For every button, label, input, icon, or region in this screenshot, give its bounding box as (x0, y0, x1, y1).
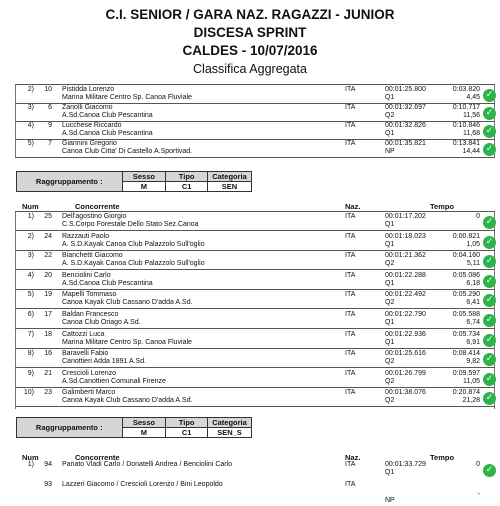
row-club: Canoa Club Oriago A.Sd. (62, 319, 141, 326)
row-divider (15, 367, 495, 368)
row-bib: 20 (44, 271, 52, 279)
row-points: 6,18 (466, 279, 480, 287)
check-circle-icon: ✓ (483, 143, 496, 156)
row-divider (15, 348, 495, 349)
row-note: Q2 (385, 358, 395, 366)
row-name: Razzauti Paolo (62, 232, 110, 240)
page-subtitle: Classifica Aggregata (193, 62, 307, 76)
row-naz: ITA (345, 232, 356, 240)
row-club: A.Sd.Canoa Club Pescantina (62, 112, 153, 119)
row-club: Marina Militare Centro Sp. Canoa Fluviale (62, 94, 192, 101)
group1-header-table (16, 171, 252, 192)
row-gap: 0 (476, 461, 480, 468)
row-divider (15, 269, 495, 270)
check-circle-icon: ✓ (483, 89, 496, 102)
row-note: Q2 (385, 377, 395, 385)
row-club: Marina Militare Centro Sp. Canoa Fluviale (62, 338, 192, 346)
check-circle-icon: ✓ (483, 125, 496, 138)
row-bib: 16 (44, 350, 52, 358)
sesso-label: Sesso (122, 172, 166, 182)
check-circle-icon: ✓ (483, 334, 496, 347)
row-naz: ITA (345, 291, 356, 299)
row-note: Q1 (385, 240, 395, 248)
row-position: 1) (27, 213, 34, 220)
row-points: 9,82 (466, 358, 480, 366)
group1-sesso: M (122, 182, 166, 192)
row-time: 00:01:33.729 (385, 461, 426, 468)
row-points: 1,05 (466, 240, 480, 248)
row-bib: 10 (44, 86, 52, 93)
row-bib: 22 (44, 252, 52, 260)
row-naz: ITA (345, 122, 356, 129)
row-naz: ITA (345, 350, 356, 358)
row-naz: ITA (345, 389, 356, 397)
row-club: A.Sd.Canottieri Comunali Firenze (62, 377, 166, 385)
row-position: 8) (27, 350, 34, 358)
row-name: Dell'agostino Giorgio (62, 213, 127, 220)
row-gap: 0:20.874 (452, 389, 480, 397)
row-position: 9) (27, 369, 34, 377)
row-name: Pistidda Lorenzo (62, 86, 115, 93)
row-name: Lucchese Riccardo (62, 122, 122, 129)
group1-left-border (15, 211, 16, 409)
row-gap: 0:03.820 (452, 86, 480, 93)
row-gap: 0 (476, 213, 480, 220)
row-gap: 0:05.290 (452, 291, 480, 299)
row-position: 3) (27, 104, 34, 111)
row-name: Crescioli Lorenzo (62, 369, 117, 377)
check-circle-icon: ✓ (483, 464, 496, 477)
check-circle-icon: ✓ (483, 314, 496, 327)
row-note: NP (385, 497, 395, 504)
row-divider (15, 308, 495, 309)
check-circle-icon: ✓ (483, 353, 496, 366)
row-time: 00:01:18.023 (385, 232, 426, 240)
row-naz: ITA (345, 481, 356, 488)
check-circle-icon: ✓ (483, 275, 496, 288)
row-divider (15, 289, 495, 290)
row-club: C.S.Corpo Forestale Dello Stato Sez.Canoa (62, 221, 199, 228)
row-points: 14,44 (462, 148, 480, 155)
check-circle-icon: ✓ (483, 255, 496, 268)
check-circle-icon: ✓ (483, 294, 496, 307)
row-points: 11,05 (463, 377, 480, 385)
row-points: 6,91 (466, 338, 480, 346)
group2-sesso: M (122, 428, 166, 438)
check-circle-icon: ✓ (483, 107, 496, 120)
row-position: 4) (27, 271, 34, 279)
row-gap: 0:00.821 (452, 232, 480, 240)
row-divider (15, 250, 495, 251)
row-note: Q1 (385, 94, 395, 101)
row-naz: ITA (345, 330, 356, 338)
row-time: 00:01:22.492 (385, 291, 426, 299)
row-time: 00:01:32.697 (385, 104, 426, 111)
row-note: Q1 (385, 279, 395, 287)
row-note: Q2 (385, 397, 395, 405)
row-time: 00:01:32.826 (385, 122, 426, 129)
row-position: 5) (27, 140, 34, 147)
col-concorrente: Concorrente (75, 202, 120, 211)
row-points: 21,28 (462, 397, 480, 405)
sesso-label: Sesso (122, 418, 166, 428)
group2-tipo: C1 (166, 428, 208, 438)
row-name: Zanolli Giacomo (62, 104, 113, 111)
row-points: 11,68 (463, 130, 480, 137)
row-bib: 94 (44, 461, 52, 468)
row-bib: 19 (44, 291, 52, 299)
row-bib: 93 (44, 481, 52, 488)
row-note: Q2 (385, 299, 395, 307)
raggruppamento-label: Raggruppamento : (17, 418, 123, 438)
row-club: A.Sd.Canoa Club Pescantina (62, 279, 153, 287)
row-divider (15, 328, 495, 329)
row-time: 00:01:25.616 (385, 350, 426, 358)
row-note: Q1 (385, 221, 395, 228)
row-gap: 0:05.734 (452, 330, 480, 338)
row-naz: ITA (345, 140, 356, 147)
row-time: 00:01:22.790 (385, 311, 426, 318)
row-naz: ITA (345, 104, 356, 111)
col-naz: Naz. (345, 202, 361, 211)
row-note: NP (385, 148, 395, 155)
row-divider (15, 211, 495, 212)
row-club: A. S.D.Kayak Canoa Club Palazzolo Sull'oglio (62, 240, 205, 248)
row-naz: ITA (345, 311, 356, 318)
row-naz: ITA (345, 461, 356, 468)
row-gap: 0:13.841 (452, 140, 480, 147)
row-divider (15, 157, 495, 158)
row-bib: 23 (44, 389, 52, 397)
row-gap: 0:10.717 (452, 104, 480, 111)
row-gap: 0:04.160 (452, 252, 480, 260)
row-club: Canoa Kayak Club Cassano D'adda A.Sd. (62, 397, 193, 405)
row-points: 11,56 (463, 112, 480, 119)
row-name: Giannini Gregorio (62, 140, 117, 147)
row-time: 00:01:17.202 (385, 213, 426, 220)
row-gap: 0:10.846 (452, 122, 480, 129)
row-name: Baravelli Fabio (62, 350, 109, 358)
title-line-1: C.I. SENIOR / GARA NAZ. RAGAZZI - JUNIOR (105, 7, 395, 22)
row-points: 6,74 (466, 319, 480, 326)
row-note: Q2 (385, 260, 395, 268)
row-naz: ITA (345, 271, 356, 279)
row-divider (15, 387, 495, 388)
row-gap: 0:05.588 (452, 311, 480, 318)
row-position: 5) (27, 291, 34, 299)
row-position: 2) (27, 232, 34, 240)
check-circle-icon: ✓ (483, 216, 496, 229)
row-gap: 0:05.086 (452, 271, 480, 279)
row-time: 00:01:26.799 (385, 369, 426, 377)
title-line-2: DISCESA SPRINT (193, 25, 307, 40)
group2-header-table (16, 417, 252, 438)
row-position: 10) (23, 389, 34, 397)
row-points: 4,45 (466, 94, 480, 101)
row-club: Canoa Kayak Club Cassano D'adda A.Sd. (62, 299, 193, 307)
row-time: 00:01:21.362 (385, 252, 426, 260)
row-time: 00:01:35.821 (385, 140, 426, 147)
col-num: Num (22, 202, 39, 211)
row-time: 00:01:38.076 (385, 389, 426, 397)
row-name: Panato Vladi Carlo / Donatelli Andrea / Benciolini Carlo (62, 461, 233, 468)
col-tempo: Tempo (430, 202, 455, 211)
row-points: 5,11 (466, 260, 480, 268)
row-note: Q1 (385, 130, 395, 137)
row-name: Mapelli Tommaso (62, 291, 117, 299)
row-position: 7) (27, 330, 34, 338)
check-circle-icon: ✓ (483, 392, 496, 405)
row-naz: ITA (345, 213, 356, 220)
row-club: A.Sd.Canoa Club Pescantina (62, 130, 153, 137)
row-naz: ITA (345, 86, 356, 93)
row-gap: - (477, 491, 480, 498)
row-time: 00:01:22.288 (385, 271, 426, 279)
title-line-3: CALDES - 10/07/2016 (182, 43, 318, 58)
row-bib: 9 (48, 122, 52, 129)
row-bib: 18 (44, 330, 52, 338)
col-concorrente: Concorrente (75, 453, 120, 462)
row-bib: 24 (44, 232, 52, 240)
col-tempo: Tempo (430, 453, 455, 462)
categoria-label: Categoria (208, 418, 252, 428)
row-bib: 21 (44, 369, 52, 377)
row-note: Q1 (385, 338, 395, 346)
raggruppamento-label: Raggruppamento : (17, 172, 123, 192)
col-num: Num (22, 453, 39, 462)
row-divider (15, 406, 495, 407)
row-club: A. S.D.Kayak Canoa Club Palazzolo Sull'oglio (62, 260, 205, 268)
categoria-label: Categoria (208, 172, 252, 182)
row-position: 6) (27, 311, 34, 318)
group1-categoria: SEN (208, 182, 252, 192)
row-divider (15, 84, 495, 85)
row-name: Lazzeri Giacomo / Crescioli Lorenzo / Bini Leopoldo (62, 481, 223, 488)
row-bib: 17 (44, 311, 52, 318)
row-position: 1) (27, 461, 34, 468)
row-club: Canottieri Adda 1891 A.Sd. (62, 358, 147, 366)
row-gap: 0:09.597 (452, 369, 480, 377)
check-circle-icon: ✓ (483, 373, 496, 386)
col-naz: Naz. (345, 453, 361, 462)
row-naz: ITA (345, 252, 356, 260)
row-points: 6,41 (466, 299, 480, 307)
group2-categoria: SEN_S (208, 428, 252, 438)
row-note: Q2 (385, 112, 395, 119)
row-bib: 25 (44, 213, 52, 220)
row-naz: ITA (345, 369, 356, 377)
row-time: 00:01:25.800 (385, 86, 426, 93)
row-club: Canoa Club Citta' Di Castello A.Sportivad. (62, 148, 193, 155)
row-gap: 0:08.414 (452, 350, 480, 358)
tipo-label: Tipo (166, 418, 208, 428)
row-position: 3) (27, 252, 34, 260)
row-name: Bianchetti Giacomo (62, 252, 123, 260)
row-bib: 7 (48, 140, 52, 147)
check-circle-icon: ✓ (483, 236, 496, 249)
row-name: Galimberti Marco (62, 389, 116, 397)
row-note: Q1 (385, 469, 395, 476)
row-name: Benciolini Carlo (62, 271, 111, 279)
row-position: 4) (27, 122, 34, 129)
row-time: 00:01:22.936 (385, 330, 426, 338)
row-name: Baldan Francesco (62, 311, 119, 318)
row-position: 2) (27, 86, 34, 93)
row-divider (15, 230, 495, 231)
group1-tipo: C1 (166, 182, 208, 192)
row-note: Q1 (385, 319, 395, 326)
row-bib: 6 (48, 104, 52, 111)
row-name: Cattozzi Luca (62, 330, 105, 338)
tipo-label: Tipo (166, 172, 208, 182)
